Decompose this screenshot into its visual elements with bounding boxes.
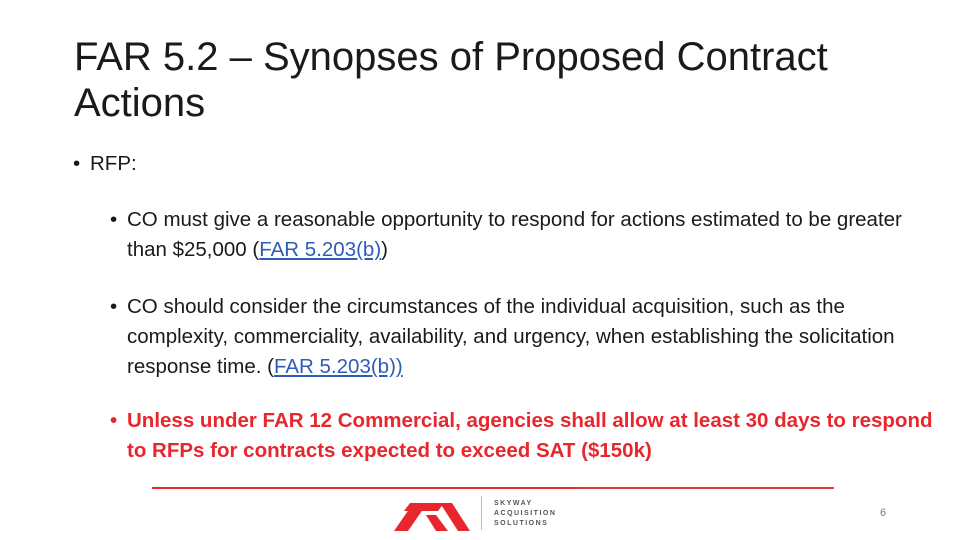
logo-line: SKYWAY [494,500,533,507]
bullet-rfp [73,149,137,179]
bullet-reasonable-opportunity [110,205,947,265]
bullet-marker: • [110,208,118,231]
bullet-consider-circumstances [110,292,947,382]
logo-wordmark [494,499,574,529]
bullet-rfp-text: RFP: [90,152,137,175]
bullet-30-days-warning [110,406,947,466]
bullet-marker: • [110,409,118,432]
far-5-203b-link[interactable]: FAR 5.203(b) [259,238,382,261]
bullet-warning-text: Unless under FAR 12 Commercial, agencies shall allow at least 30 days to respond to RFPs for contracts expected to exceed SAT ($150k) [127,409,933,462]
logo-divider [481,496,482,530]
bullet-text: CO must give a reasonable opportunity to respond for actions estimated to be greater than $25,000 ( [127,208,902,261]
footer-divider-left [152,487,578,489]
footer-divider-right [578,487,834,489]
bullet-marker: • [110,295,118,318]
bullet-text-end: ) [381,238,388,261]
page-number: 6 [879,507,887,519]
logo-line: ACQUISITION [494,510,557,517]
logo-line: SOLUTIONS [494,520,549,527]
skyway-logo-icon [392,493,472,533]
slide-title: FAR 5.2 – Synopses of Proposed Contract Actions [74,35,828,125]
bullet-text: CO should consider the circumstances of the individual acquisition, such as the complexity, commerciality, availability, and urgency, when establishing the solicitation response time. ( [127,295,895,378]
far-5-203b-link[interactable]: FAR 5.203(b)) [273,355,403,378]
bullet-marker: • [73,152,81,175]
